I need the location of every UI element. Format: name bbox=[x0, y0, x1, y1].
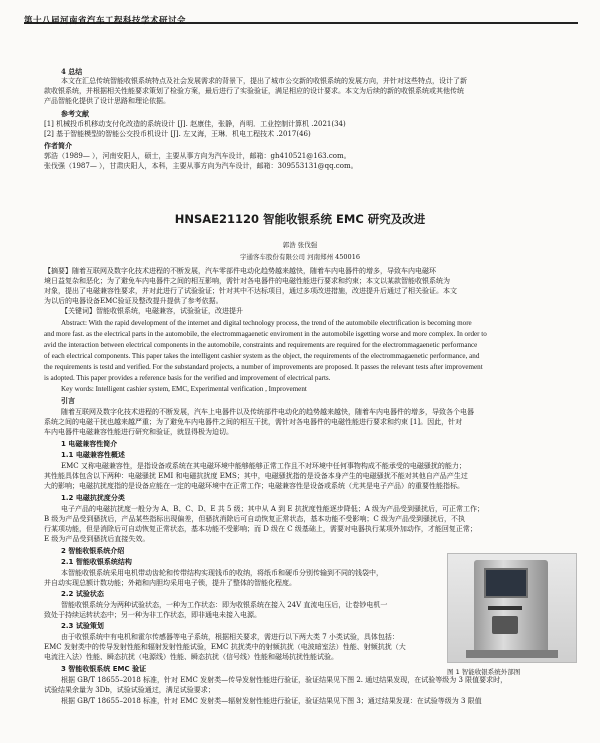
intro-line: 车内电器件电磁兼容性能进行研究和验证，就显得极为迫切。 bbox=[44, 428, 233, 436]
section-2-2-heading: 2.2 试验状态 bbox=[61, 590, 104, 598]
cashier-pad bbox=[492, 616, 518, 634]
section-2-3-line: 由于收银系统中有电机和霍尔传感器等电子系统，根据相关要求，需进行以下两大类 7 小类试验，具体包括： bbox=[61, 633, 399, 641]
section-1-heading: 1 电磁兼容性简介 bbox=[61, 440, 118, 448]
section-2-1-line: 本智能收银系统采用电机带动齿轮和传带结构实现钱币的收纳，将纸币和硬币分别传输到不同的钱袋中， bbox=[61, 569, 383, 577]
conclusion-line: 款收银系统，并根据相关性能要求策划了检验方案，最后进行了实验验证，满足相应的设计要求。本文为后续的新的收银系统或其他传统 bbox=[44, 87, 464, 95]
abstract-cn-line: 【摘要】随着互联网及数字化技术进程的不断发展，汽车零部件电动化趋势越来越快，随着车内电器件的增多，导致车内电磁环 bbox=[44, 267, 436, 275]
abstract-cn-line: 对象，提出了电磁兼容性要求，并对此进行了试验验证；针对其中不达标项目，通过多项改进措施，改进提升后通过了相关验证。本文 bbox=[44, 287, 457, 295]
article-affiliation: 宇通客车股份有限公司 河南郑州 450016 bbox=[240, 253, 360, 261]
cashier-coin-slot bbox=[488, 606, 522, 610]
section-1-2-line: 电子产品的电磁抗扰度一般分为 A、B、C、D、E 共 5 级；其中从 A 到 E 抗扰度性能逐步降低；A 级为产品受到骚扰后，可正常工作； bbox=[61, 505, 484, 513]
running-header bbox=[24, 8, 578, 24]
intro-line: 系统之间的电磁干扰也越来越严重；为了避免车内电器件之间的相互干扰，需针对各电器件的电磁性能进行要求和约束 [1]。因此，针对 bbox=[44, 418, 463, 426]
abstract-en-line: of each electrical components. This paper takes the intelligent cashier system as the object, the requirements of the electrommagaenetic performance, and bbox=[44, 352, 480, 360]
keywords-en: Key words: Intelligent cashier system, EMC, Experimental verification , Improvement bbox=[61, 385, 307, 393]
conclusion-line: 本文在汇总传统智能收银系统特点及社会发展需求的背景下，提出了城市公交新的收银系统的发展方向，并针对这些特点，设计了新 bbox=[61, 77, 467, 85]
author-bio: 郭浩（1989— ），河南安阳人，硕士，主要从事方向为汽车设计，邮箱：gh410521@163.com。 bbox=[44, 152, 351, 160]
section-2-1-line: 并自动实现总额计数功能；外箱和内胆均采用电子锁，提升了整体的智能化程度。 bbox=[44, 579, 296, 587]
conclusion-line: 产品智能化提供了设计思路和理论依据。 bbox=[44, 97, 170, 105]
abstract-en-line: avid the interaction between electrical components in the automobile, constraints and requirements are required for the electrommagaenetic performance bbox=[44, 341, 478, 349]
section-3-heading: 3 智能收银系统 EMC 验证 bbox=[61, 665, 147, 673]
abstract-cn-line: 境日益复杂和恶化；为了避免车内电器件之间的相互影响，需针对各电器件的电磁性能进行要求和约束；本文以某款智能收银系统为 bbox=[44, 277, 450, 285]
section-2-3-heading: 2.3 试验策划 bbox=[61, 622, 104, 630]
section-3-line: 根据 GB/T 18655–2018 标准，针对 EMC 发射类—传导发射性能进行验证，验证结果见下图 2. 通过结果发现，在试验等级为 3 限值要求时， bbox=[61, 676, 508, 684]
abstract-en-line: Abstract: With the rapid development of the internet and digital technology process, the trend of the automobile electrification is becoming more bbox=[61, 319, 472, 327]
intro-line: 随着互联网及数字化技术进程的不断发展，汽车上电器件以及传统部件电动化的趋势越来越快，随着车内电器件的增多，导致各个电器 bbox=[61, 408, 474, 416]
abstract-en-line: the requirements is testd and verified. For the substandard projects, a number of improvements are proposed. It passes the relevant tests after improvement bbox=[44, 363, 483, 371]
section-1-1-line: 其性能具体包含以下两种：电磁骚扰 EMI 和电磁抗扰度 EMS；其中，电磁骚扰指的是设备本身产生的电磁骚扰不能对其他自产品产生过 bbox=[44, 472, 468, 480]
reference-item: [1] 机械投币机移动支付化改造的系统设计 [J]. 赵康佳，张静，肖明．工业控制计算机 .2021(34) bbox=[44, 120, 346, 128]
section-2-2-line: 致处于持续运转状态中；另一种为非工作状态，即非通电未接入电源。 bbox=[44, 611, 261, 619]
section-1-1-line: EMC 又称电磁兼容性，是指设备或系统在其电磁环境中能够能够正常工作且不对环境中任何事物构成不能承受的电磁骚扰的能力； bbox=[61, 462, 466, 470]
section-2-2-line: 智能收银系统分为两种试验状态，一种为工作状态：即为收银系统在接入 24V 直流电压后，让卷钞电机一 bbox=[61, 601, 388, 609]
cashier-base bbox=[466, 650, 558, 658]
section-2-3-line: EMC 发射类中的传导发射性能和辐射发射性能试验，EMC 抗扰类中的射频抗扰（电波暗室法）性能、射频抗扰（大 bbox=[44, 643, 406, 651]
figure-caption: 图 1 智能收银系统外部图 bbox=[447, 668, 521, 676]
abstract-en-line: is adopted. This paper provides a reference basis for the verified and improvement of electrical parts. bbox=[44, 374, 331, 382]
section-3-line: 根据 GB/T 18655–2018 标准，针对 EMC 发射类—辐射发射性能进行验证，验证结果见下图 3；通过结果发现：在试验等级为 3 限值 bbox=[61, 697, 482, 705]
section-2-3-line: 电流注入法）性能、瞬态抗扰（电源线）性能、瞬态抗扰（信号线）性能和磁场抗扰性能试验。 bbox=[44, 653, 338, 661]
author-bio-heading: 作者简介 bbox=[44, 141, 72, 150]
figure-cashier-photo bbox=[447, 553, 577, 663]
reference-item: [2] 基于智能模型的智能公交投币机设计 [J]. 左又海，王琳．机电工程技术 .2017(46) bbox=[44, 130, 311, 138]
abstract-cn-line: 为以后的电器设备EMC验证及整改提升提供了参考依据。 bbox=[44, 297, 223, 305]
section-2-1-heading: 2.1 智能收银系统结构 bbox=[61, 558, 132, 566]
conclusion-heading: 4 总结 bbox=[61, 67, 83, 76]
running-header-title: 第十八届河南省汽车工程科技学术研讨会 bbox=[24, 16, 187, 26]
references-heading: 参考文献 bbox=[61, 109, 89, 118]
section-1-2-line: 行某项功能，但是消除后可自动恢复正常状态，基本功能不受影响；而 D 级在 C 级基础上，需要对电器执行某项外加动作，才能回复正常； bbox=[44, 525, 477, 533]
author-bio: 张伐强（1987— ），甘肃庆阳人，本科，主要从事方向为汽车设计，邮箱：309553131@qq.com。 bbox=[44, 162, 358, 170]
article-authors: 郭浩 张伐强 bbox=[282, 241, 318, 249]
section-2-heading: 2 智能收银系统介绍 bbox=[61, 547, 125, 555]
section-1-2-line: E 级为产品受到骚扰后直接失效。 bbox=[44, 535, 150, 543]
section-1-1-heading: 1.1 电磁兼容性概述 bbox=[61, 451, 125, 459]
keywords-cn: 【关键词】智能收银系统，电磁兼容，试验验证，改进提升 bbox=[61, 307, 243, 315]
cashier-screen bbox=[484, 568, 528, 598]
section-1-2-line: B 级为产品受到骚扰后，产品某些指标出现偏差，但骚扰消除后可自动恢复正常状态，基本功能不受影响；C 级为产品受到骚扰后，不执 bbox=[44, 515, 465, 523]
section-1-1-line: 大的影响；电磁抗扰度指的是设备应能在一定的电磁环境中在正常工作；电磁兼容性是设备或系统（尤其是电子产品）的重要性能指标。 bbox=[44, 482, 464, 490]
section-1-2-heading: 1.2 电磁抗扰度分类 bbox=[61, 494, 125, 502]
intro-heading: 引言 bbox=[61, 397, 75, 405]
article-title: HNSAE21120 智能收银系统 EMC 研究及改进 bbox=[174, 212, 426, 226]
section-3-line: 试验结果余量为 3Db，试验试验通过，满足试验要求； bbox=[44, 686, 215, 694]
abstract-en-line: and more fast. as the electrical parts in the automobile, the electrommagaenetic enviroment in the automobile isgetting worse and more complex. In order to bbox=[44, 330, 487, 338]
